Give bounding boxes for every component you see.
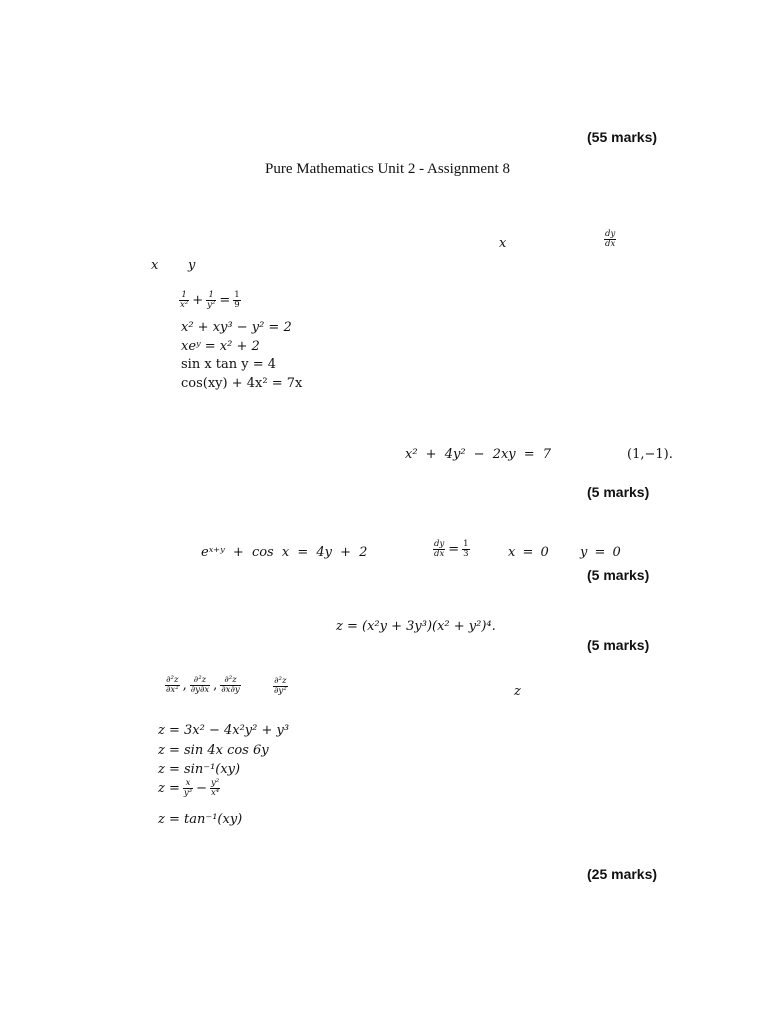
q1-item-d: sin x tan y = 4 — [181, 357, 277, 372]
q5-d-f1-num: x — [183, 779, 193, 789]
q1-item-a — [178, 291, 242, 310]
total-marks: (55 marks) — [587, 129, 658, 145]
q5-p4-num: ∂²z — [274, 676, 287, 687]
q1-a-f2-den: y² — [207, 299, 216, 310]
q5-var-z: z — [514, 684, 521, 699]
q1-var-y: y — [188, 258, 196, 273]
q5-p2-num: ∂²z — [190, 676, 210, 686]
q5-d-op: − — [196, 780, 207, 796]
q2-equation: x² + 4y² − 2xy = 7 — [405, 447, 552, 462]
q3-deriv-den: dx — [434, 548, 445, 559]
q5-d-f2-num: y² — [211, 778, 220, 788]
q5-d-f2-den: x⁴ — [211, 787, 220, 798]
q3-derivative-condition — [432, 540, 471, 559]
q1-dydx-num: dy — [605, 229, 616, 240]
q1-dydx-den: dx — [605, 239, 616, 249]
q3-marks: (5 marks) — [587, 567, 650, 583]
q3-deriv-num: dy — [434, 539, 445, 549]
q1-a-f3-den: 9 — [234, 299, 240, 310]
q1-a-f2-num: 1 — [206, 291, 216, 301]
q5-item-e: z = tan⁻¹(xy) — [158, 812, 243, 827]
q1-a-f3-num: 1 — [234, 290, 240, 300]
q4-equation: z = (x²y + 3y³)(x² + y²)⁴. — [336, 619, 496, 634]
page-title: Pure Mathematics Unit 2 - Assignment 8 — [265, 161, 510, 177]
q1-a-op1: + — [192, 292, 204, 308]
q1-dydx — [603, 229, 617, 249]
q3-equation: eˣ⁺ʸ + cos x = 4y + 2 — [201, 545, 368, 560]
q3-eq-sign: = — [448, 541, 460, 557]
q1-a-op2: = — [219, 292, 231, 308]
q5-item-d — [158, 779, 221, 798]
q5-p4-den: ∂y² — [274, 686, 287, 696]
q5-p2-den: ∂y∂x — [190, 684, 210, 695]
q5-p1-num: ∂²z — [166, 675, 179, 685]
q5-item-b: z = sin 4x cos 6y — [158, 743, 269, 758]
q1-item-b: x² + xy³ − y² = 2 — [181, 320, 292, 335]
q5-partials — [164, 676, 242, 695]
q5-p1-den: ∂x² — [166, 684, 179, 695]
q5-p3-den: ∂x∂y — [221, 684, 240, 695]
q1-item-e: cos(xy) + 4x² = 7x — [181, 376, 303, 391]
q1-a-f1-den: x² — [180, 299, 189, 310]
q3-x-condition: x = 0 — [508, 545, 549, 560]
q3-value-den: 3 — [463, 548, 469, 559]
q5-d-f1-den: y³ — [183, 787, 193, 798]
q1-item-c: xeʸ = x² + 2 — [181, 339, 260, 354]
q3-y-condition: y = 0 — [580, 545, 621, 560]
q1-var-x: x — [499, 236, 507, 251]
q3-value-num: 1 — [463, 539, 469, 549]
q5-d-lhs: z = — [158, 780, 180, 796]
q2-marks: (5 marks) — [587, 484, 650, 500]
q5-partial-last — [272, 676, 289, 696]
q2-point: (1,−1). — [627, 447, 673, 462]
q1-var-x2: x — [151, 258, 159, 273]
q5-sep-2: , — [213, 677, 218, 693]
q1-a-f1-num: 1 — [179, 291, 189, 301]
q4-marks: (5 marks) — [587, 637, 650, 653]
q5-item-a: z = 3x² − 4x²y² + y³ — [158, 723, 290, 738]
q5-p3-num: ∂²z — [220, 676, 240, 686]
q5-sep-1: , — [182, 677, 187, 693]
q5-item-c: z = sin⁻¹(xy) — [158, 762, 241, 777]
q5-marks: (25 marks) — [587, 866, 658, 882]
